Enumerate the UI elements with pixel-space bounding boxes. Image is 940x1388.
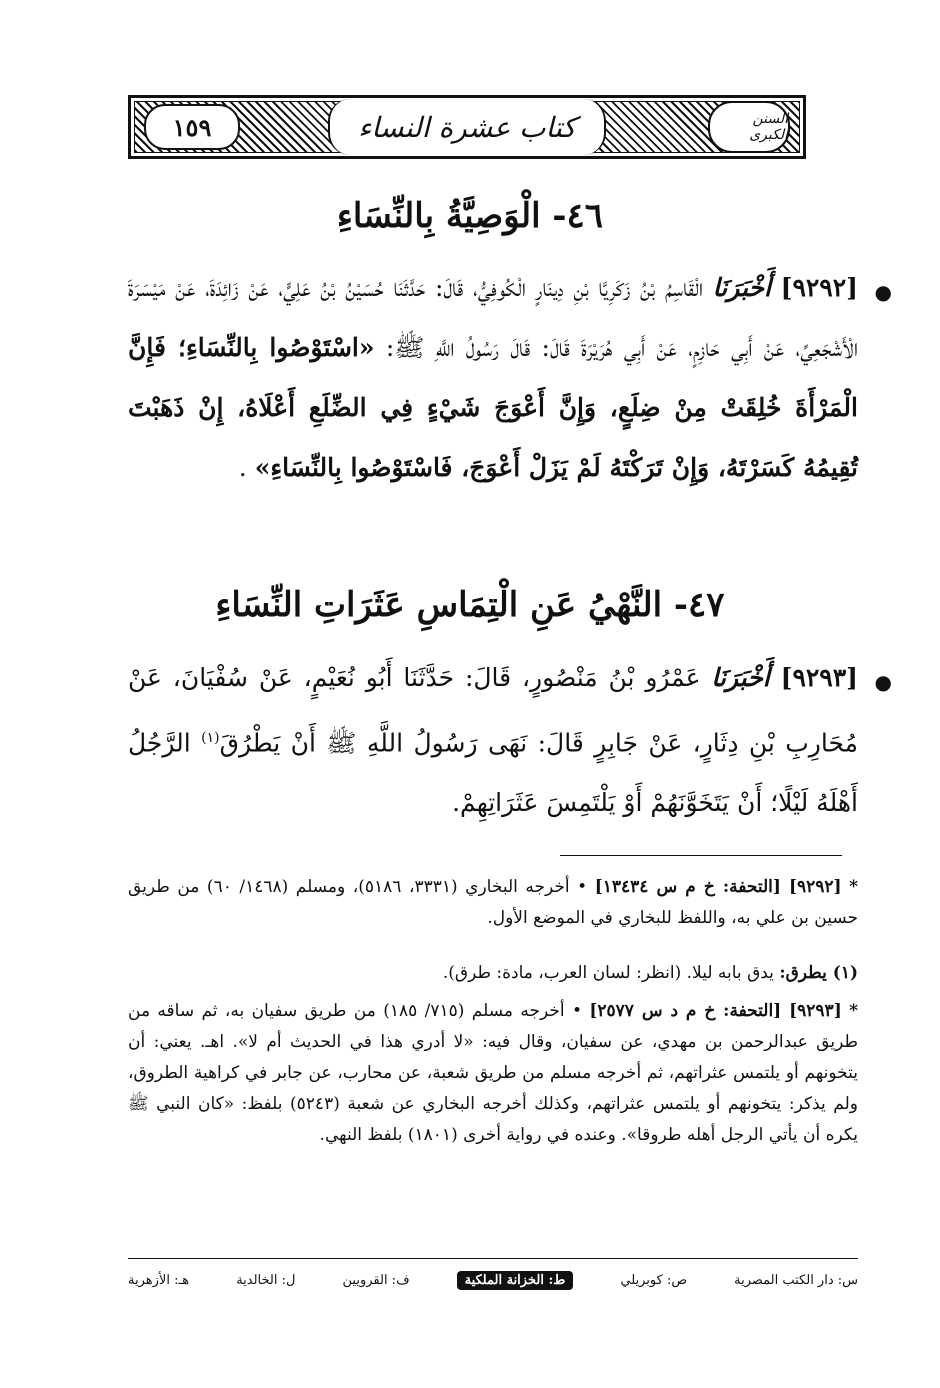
- note-text: • أخرجه البخاري (٣٣٣١، ٥١٨٦)، ومسلم (١٤٦٨/ ٦٠) من طريق حسين بن علي به، واللفظ للبخاري في الموضع الأول.: [128, 877, 858, 928]
- page-number: ١٥٩: [172, 112, 212, 142]
- hadith-paragraph-9292: [128, 258, 858, 498]
- siglum-item: ل: الخالدية: [236, 1272, 296, 1288]
- bullet-icon: ●: [874, 280, 892, 304]
- isnad-text: عَمْرُو بْنُ مَنْصُورٍ، قَالَ: حَدَّثَنَا أَبُو نُعَيْمٍ، عَنْ سُفْيَانَ، عَنْ مُحَارِبِ بْنِ دِثَارٍ، عَنْ جَابِرٍ قَالَ: نَهَى رَسُولُ اللَّهِ ﷺ أَنْ يَطْرُقَ: [128, 663, 858, 758]
- akhbarana-word: أَخْبَرَنَا: [711, 663, 770, 692]
- star-icon: *: [849, 877, 859, 897]
- takhrij-note-9293: [128, 996, 858, 1151]
- page-header: [128, 95, 806, 159]
- hadith-number: [٩٢٩٣]: [780, 663, 859, 692]
- matn-text: الرَّجُلُ أَهْلَهُ لَيْلًا؛ أَنْ يَتَخَوَّنَهُمْ أَوْ يَلْتَمِسَ عَثَرَاتِهِمْ.: [128, 728, 858, 818]
- footnote-separator: [560, 855, 842, 856]
- siglum-item: ص: كوبريلي: [620, 1272, 688, 1288]
- note-reference: [٩٢٩٢] [التحفة: خ م س ١٣٤٣٤]: [594, 877, 842, 897]
- footnote-label: (١) يطرق:: [779, 963, 858, 983]
- footer-rule: [128, 1258, 858, 1259]
- note-reference: [٩٢٩٣] [التحفة: خ م د س ٢٥٧٧]: [589, 1001, 842, 1021]
- hadith-number: [٩٢٩٢]: [780, 273, 858, 302]
- manuscript-sigla-footer: [128, 1266, 858, 1294]
- chapter-heading-47: ٤٧- النَّهْيُ عَنِ الْتِمَاسِ عَثَرَاتِ النِّسَاءِ: [215, 585, 725, 625]
- isnad-text: الْقَاسِمُ بْنُ زَكَرِيَّا بْنِ دِينَارٍ الْكُوفِيُّ، قَالَ: حَدَّثَنَا حُسَيْنُ بْنُ عَلِيٍّ، عَنْ زَائِدَةَ، عَنْ مَيْسَرَةَ الْأَشْجَعِيِّ، عَنْ أَبِي حَازِمٍ، عَنْ أَبِي هُرَيْرَةَ قَالَ: قَالَ رَسُولُ اللَّهِ ﷺ:: [128, 273, 859, 362]
- bullet-icon: ●: [874, 670, 892, 694]
- note-text: • أخرجه مسلم (٧١٥/ ١٨٥) من طريق سفيان به، ثم ساقه من طريق عبدالرحمن بن مهدي، عن سفيان، وقال فيه: «لا أدري هذا في الحديث أم لا». اهـ. يعني: أن يتخونهم أو يلتمس عثراتهم، ثم أخرجه مسلم من طريق شعبة، عن محارب، عن جابر في كراهية الطروق، ولم يذكر: يتخونهم أو يلتمس عثراتهم، وكذلك أخرجه البخاري عن شعبة (٥٢٤٣) بلفظ: «كان النبي ﷺ يكره أن يأتي الرجل أهله طروقا». وعنده في رواية أخرى (١٨٠١) بلفظ النهي.: [128, 1001, 858, 1145]
- page-number-badge: [144, 104, 240, 150]
- footnote-text: يدق بابه ليلا. (انظر: لسان العرب، مادة: طرق).: [442, 963, 774, 983]
- hadith-matn: «اسْتَوْصُوا بِالنِّسَاءِ؛ فَإِنَّ الْمَرْأَةَ خُلِقَتْ مِنْ ضِلَعٍ، وَإِنَّ أَعْوَجَ شَيْءٍ فِي الضِّلَعِ أَعْلَاهُ، إِنْ ذَهَبْتَ تُقِيمُهُ كَسَرْتَهُ، وَإِنْ تَرَكْتَهُ لَمْ يَزَلْ أَعْوَجَ، فَاسْتَوْصُوا بِالنِّسَاءِ»: [128, 333, 858, 482]
- akhbarana-word: أَخْبَرَنَا: [712, 273, 771, 302]
- footnote-ref: (١): [201, 730, 220, 746]
- emblem-text: السنن الكبرى: [749, 111, 788, 143]
- siglum-item: ف: القرويين: [342, 1272, 410, 1288]
- emblem-badge: [708, 101, 790, 153]
- footnote-1: [128, 958, 882, 989]
- hadith-paragraph-9293: [128, 648, 858, 833]
- star-icon: *: [849, 1001, 858, 1021]
- siglum-item: هـ: الأزهرية: [128, 1272, 190, 1288]
- chapter-heading-46: ٤٦- الْوَصِيَّةُ بِالنِّسَاءِ: [336, 196, 604, 236]
- header-title-cartouche: [328, 99, 606, 155]
- paragraph-end: .: [238, 453, 247, 482]
- siglum-item-highlighted: ط: الخزانة الملكية: [457, 1271, 574, 1290]
- book-title: كتاب عشرة النساء: [358, 110, 576, 144]
- takhrij-note-9292: [128, 872, 858, 934]
- siglum-item: س: دار الكتب المصرية: [734, 1272, 858, 1288]
